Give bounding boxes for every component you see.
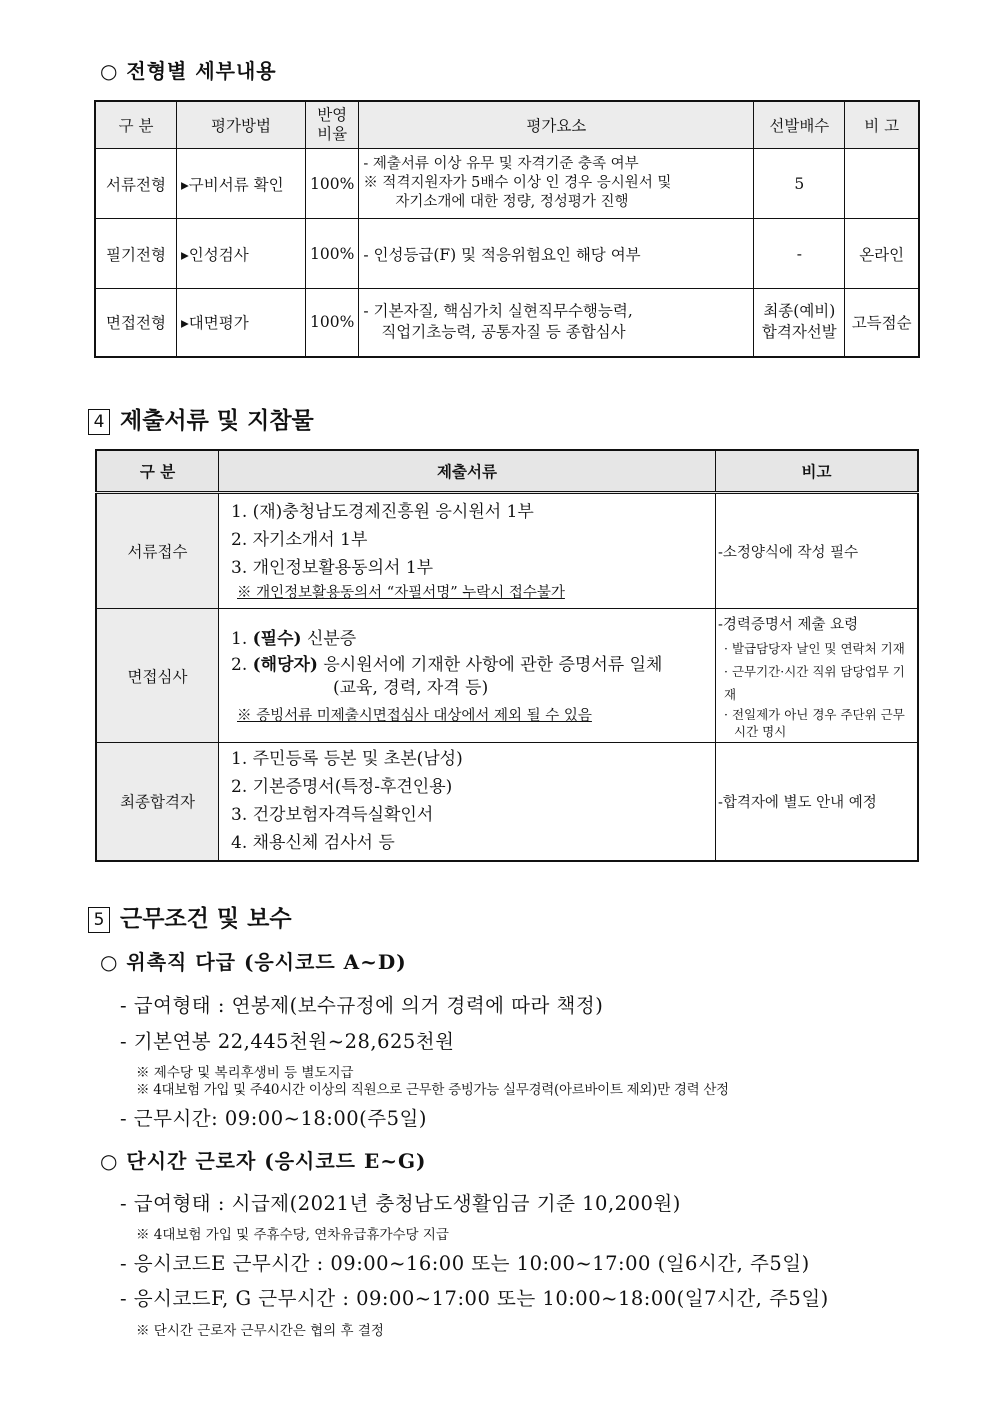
item-text: 응시원서에 기재한 사항에 관한 증명서류 일체 [317, 654, 663, 675]
document-item [231, 653, 711, 677]
documents-cell [219, 493, 716, 609]
table-row [96, 743, 918, 861]
document-subitem: (교육, 경력, 자격 등) [333, 677, 489, 698]
method-cell: ▸구비서류 확인 [177, 149, 306, 219]
warning-note: ※ 증빙서류 미제출시면접심사 대상에서 제외 될 수 있음 [237, 707, 592, 724]
table-header-row [95, 101, 919, 149]
section4-title: 제출서류 및 지참물 [120, 408, 314, 434]
work-hours-line: - 응시코드E 근무시간 : 09:00~16:00 또는 10:00~17:00 (일6시간, 주5일) [120, 1252, 810, 1275]
multiple-cell: 5 [754, 149, 845, 219]
note-line: ※ 4대보험 가입 및 주40시간 이상의 직원으로 근무한 증빙가능 실무경력(아르바이트 제외)만 경력 산정 [136, 1082, 729, 1098]
category-cell: 면접심사 [96, 609, 219, 743]
item-number: 1. [231, 628, 253, 649]
pay-type-line: - 급여형태 : 연봉제(보수규정에 의거 경력에 따라 책정) [120, 994, 604, 1017]
stage-cell: 필기전형 [95, 219, 177, 289]
elements-cell [359, 149, 754, 219]
documents-table [95, 449, 919, 862]
section5-title: 근무조건 및 보수 [120, 906, 292, 932]
elements-cell: - 인성등급(F) 및 적응위험요인 해당 여부 [359, 219, 754, 289]
item-number: 2. [231, 654, 253, 675]
elements-cell [359, 289, 754, 357]
ratio-cell: 100% [306, 219, 359, 289]
section-number-box: 4 [88, 409, 110, 435]
element-line: 자기소개에 대한 정량, 정성평가 진행 [395, 194, 629, 210]
document-item: 2. 자기소개서 1부 [231, 530, 368, 550]
element-line: 직업기초능력, 공통자질 등 종합심사 [381, 323, 626, 342]
element-line: - 제출서류 이상 유무 및 자격기준 충족 여부 [363, 156, 639, 172]
ratio-cell: 100% [306, 149, 359, 219]
item-tag: (해당자) [252, 654, 318, 675]
multiple-cell: 최종(예비) 합격자선발 [754, 289, 845, 357]
note-item: · 전일제가 아닌 경우 주단위 근무 [724, 707, 905, 722]
document-item: 4. 채용신체 검사서 등 [231, 833, 395, 854]
note-cell: -소정양식에 작성 필수 [716, 493, 919, 609]
section5-heading [88, 900, 292, 933]
multiple-cell: - [754, 219, 845, 289]
header-method: 평가방법 [177, 101, 306, 149]
table-row [96, 493, 918, 609]
documents-cell [219, 743, 716, 861]
note-cell: -합격자에 별도 안내 예정 [716, 743, 919, 861]
category-cell: 최종합격자 [96, 743, 219, 861]
table-row [95, 149, 919, 219]
header-note: 비고 [716, 450, 919, 493]
document-item: 3. 건강보험자격득실확인서 [231, 805, 434, 826]
table-row [95, 219, 919, 289]
table-row [96, 609, 918, 743]
base-salary-line: - 기본연봉 22,445천원~28,625천원 [120, 1030, 455, 1053]
element-line: - 기본자질, 핵심가치 실현직무수행능력, [363, 302, 633, 321]
note-item: · 발급담당자 날인 및 연락처 기재 [724, 641, 905, 656]
note-line: ※ 단시간 근로자 근무시간은 협의 후 결정 [136, 1323, 384, 1339]
stage-cell: 면접전형 [95, 289, 177, 357]
note-line: ※ 제수당 및 복리후생비 등 별도지급 [136, 1065, 354, 1081]
evaluation-table [94, 100, 920, 358]
item-tag: (필수) [252, 628, 302, 649]
document-item: 2. 기본증명서(특정-후견인용) [231, 777, 453, 798]
header-elements: 평가요소 [359, 101, 754, 149]
header-ratio: 반영 비율 [306, 101, 359, 149]
header-category: 구 분 [96, 450, 219, 493]
header-multiple: 선발배수 [754, 101, 845, 149]
table-row [95, 289, 919, 357]
note-cell [716, 609, 919, 743]
warning-note: ※ 개인정보활용동의서 “자필서명” 누락시 접수불가 [237, 585, 565, 601]
ratio-cell: 100% [306, 289, 359, 357]
section-number-box: 5 [88, 907, 110, 933]
table-header-row [96, 450, 918, 493]
note-cell [845, 149, 919, 219]
subsection-title: ○ 위촉직 다급 (응시코드 A~D) [100, 950, 407, 974]
document-item: 1. 주민등록 등본 및 초본(남성) [231, 749, 463, 770]
note-line: ※ 4대보험 가입 및 주휴수당, 연차유급휴가수당 지급 [136, 1227, 449, 1243]
document-item [231, 625, 711, 653]
document-item: 1. (재)충청남도경제진흥원 응시원서 1부 [231, 502, 534, 522]
note-cell: 고득점순 [845, 289, 919, 357]
work-hours-line: - 근무시간: 09:00~18:00(주5일) [120, 1107, 427, 1130]
note-item: · 근무기간·시간 직위 담당업무 기재 [724, 664, 905, 702]
document-item: 3. 개인정보활용동의서 1부 [231, 558, 434, 578]
header-category: 구 분 [95, 101, 177, 149]
pay-type-line: - 급여형태 : 시급제(2021년 충청남도생활임금 기준 10,200원) [120, 1192, 681, 1215]
note-item: 시간 명시 [734, 724, 787, 739]
documents-cell [219, 609, 716, 743]
note-title: -경력증명서 제출 요령 [718, 617, 859, 633]
note-cell: 온라인 [845, 219, 919, 289]
section-detail-title: ○ 전형별 세부내용 [100, 59, 277, 83]
section4-heading [88, 402, 314, 435]
subsection-title: ○ 단시간 근로자 (응시코드 E~G) [100, 1149, 427, 1173]
method-cell: ▸인성검사 [177, 219, 306, 289]
element-line: ※ 적격지원자가 5배수 이상 인 경우 응시원서 및 [363, 175, 672, 191]
method-cell: ▸대면평가 [177, 289, 306, 357]
work-hours-line: - 응시코드F, G 근무시간 : 09:00~17:00 또는 10:00~18:00(일7시간, 주5일) [120, 1287, 829, 1310]
stage-cell: 서류전형 [95, 149, 177, 219]
category-cell: 서류접수 [96, 493, 219, 609]
header-documents: 제출서류 [219, 450, 716, 493]
header-note: 비 고 [845, 101, 919, 149]
item-text: 신분증 [301, 628, 357, 649]
